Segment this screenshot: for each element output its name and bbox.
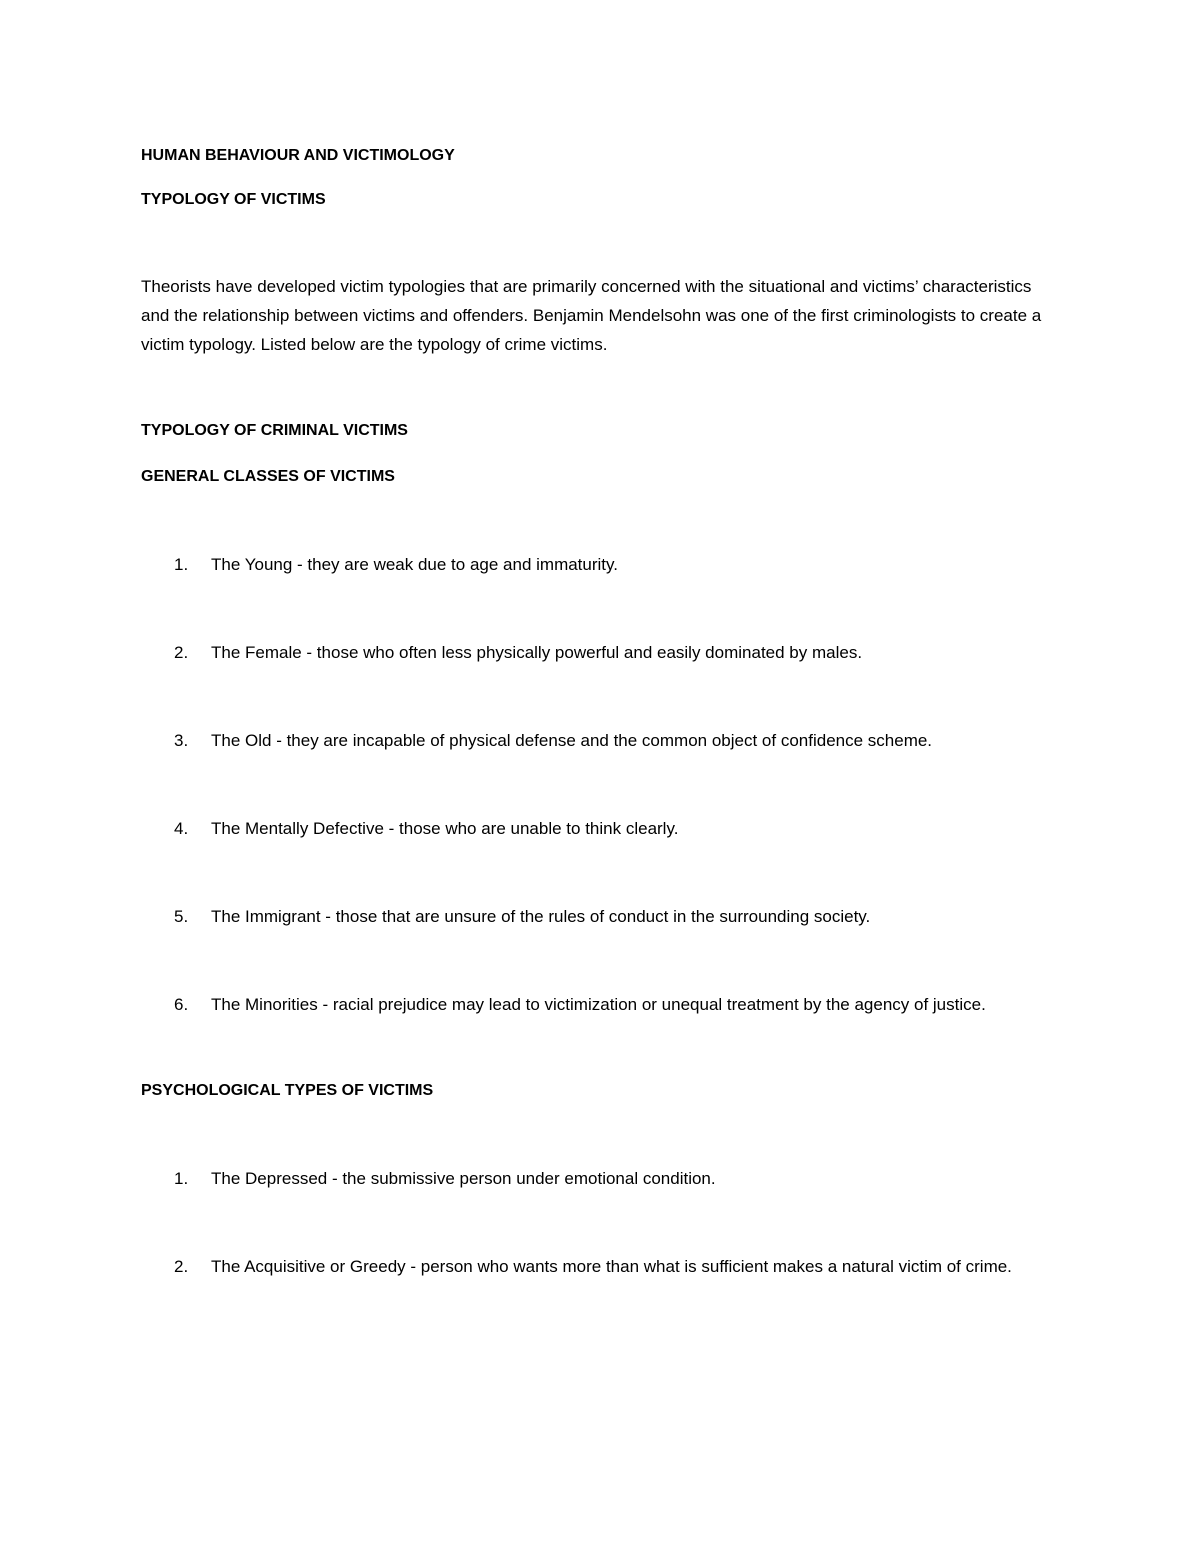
list-item-text: The Minorities - racial prejudice may lead to victimization or unequal treatment by the agency of justice. — [211, 995, 986, 1014]
list-item-text: The Young - they are weak due to age and immaturity. — [211, 555, 618, 574]
list-item-number: 3. — [174, 731, 189, 750]
list-item — [141, 550, 1061, 579]
list-item-text: The Mentally Defective - those who are unable to think clearly. — [211, 819, 679, 838]
general-classes-list — [141, 550, 1061, 1019]
list-item-number: 2. — [174, 643, 189, 662]
section-title-psychological-types: PSYCHOLOGICAL TYPES OF VICTIMS — [141, 1082, 434, 1099]
document-title: HUMAN BEHAVIOUR AND VICTIMOLOGY — [141, 147, 455, 164]
list-item-text: The Old - they are incapable of physical defense and the common object of confidence scheme. — [211, 731, 933, 750]
psychological-types-list — [141, 1164, 1061, 1281]
list-item-number: 6. — [174, 995, 189, 1014]
list-item — [141, 990, 1061, 1019]
list-item-text: The Female - those who often less physically powerful and easily dominated by males. — [211, 643, 863, 662]
document-content — [141, 143, 1061, 1281]
list-item — [141, 1164, 1061, 1193]
list-item — [141, 1252, 1061, 1281]
list-item-text: The Acquisitive or Greedy - person who wants more than what is sufficient makes a natural victim of crime. — [211, 1257, 1012, 1276]
list-item-text: The Depressed - the submissive person under emotional condition. — [211, 1169, 716, 1188]
list-item — [141, 814, 1061, 843]
list-item — [141, 638, 1061, 667]
list-item-number: 1. — [174, 555, 189, 574]
section-subtitle-general-classes: GENERAL CLASSES OF VICTIMS — [141, 468, 395, 485]
list-item-number: 4. — [174, 819, 189, 838]
list-item — [141, 726, 1061, 755]
list-item-number: 5. — [174, 907, 189, 926]
list-item-text: The Immigrant - those that are unsure of the rules of conduct in the surrounding society. — [211, 907, 871, 926]
list-item — [141, 902, 1061, 931]
section-title-criminal-victims: TYPOLOGY OF CRIMINAL VICTIMS — [141, 422, 408, 439]
list-item-number: 2. — [174, 1257, 189, 1276]
list-item-number: 1. — [174, 1169, 189, 1188]
intro-paragraph: Theorists have developed victim typologies that are primarily concerned with the situational and victims’ characteristics and the relationship between victims and offenders. Benjamin Mendelsohn was one of the first criminologists to create a victim typology. Listed below are the typology of crime victims. — [141, 277, 1042, 354]
document-subtitle: TYPOLOGY OF VICTIMS — [141, 191, 326, 208]
